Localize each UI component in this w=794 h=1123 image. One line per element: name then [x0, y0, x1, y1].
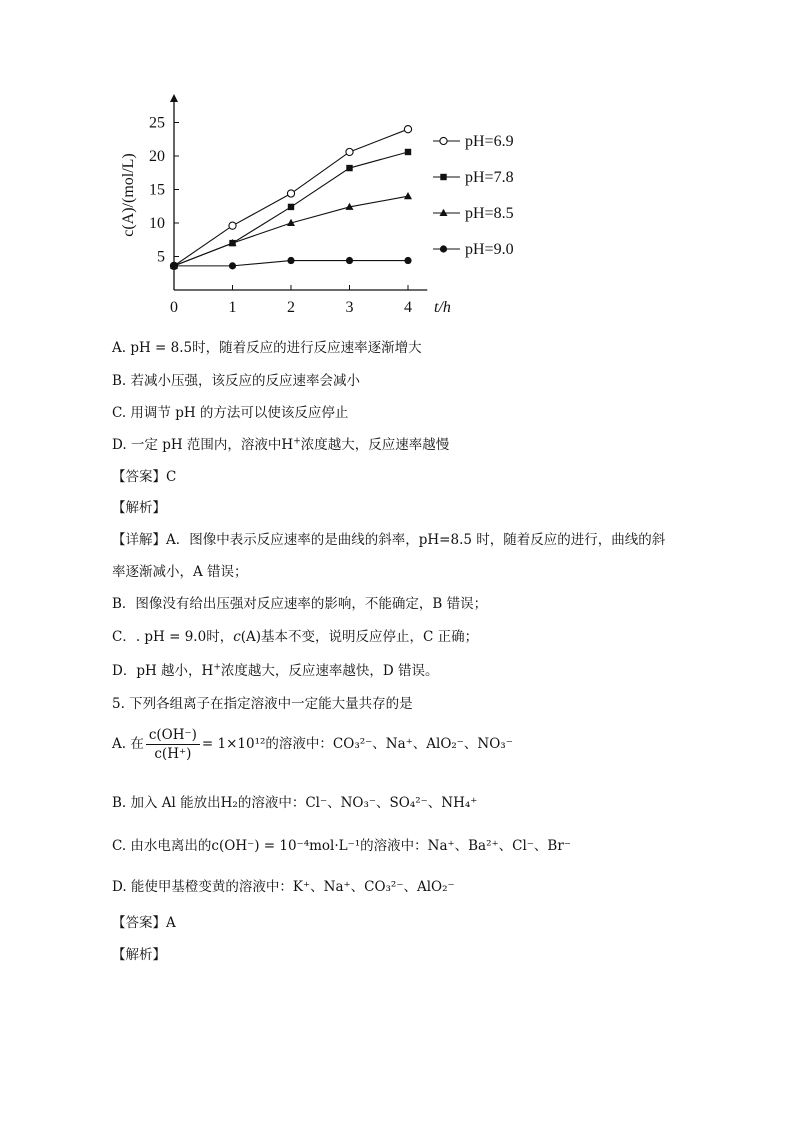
detail-c-post: (A)基本不变，说明反应停止，C 正确；	[240, 629, 479, 645]
q5a-pre: A. 在	[112, 736, 144, 752]
legend-label-3: pH=9.0	[465, 241, 514, 258]
concentration-time-chart	[110, 92, 514, 332]
option-b: B. 若减小压强，该反应的反应速率会减小	[112, 373, 361, 389]
detail-c	[112, 627, 478, 647]
q5a-numerator: c(OH⁻)	[146, 726, 200, 745]
chart-legend	[433, 133, 514, 258]
detail-d-pre: D．pH 越小，H	[112, 663, 214, 679]
detail-c-pre: C．. pH = 9.0时，	[112, 629, 234, 645]
x-tick-label: 4	[404, 299, 412, 316]
data-point-s3-2	[287, 257, 294, 264]
legend-marker-1	[440, 174, 446, 180]
q5-option-c: C. 由水电离出的c(OH⁻) = 10⁻⁴mol·L⁻¹的溶液中：Na⁺、Ba²⁺、Cl⁻、Br⁻	[112, 838, 571, 854]
data-point-s3-3	[346, 257, 353, 264]
x-tick-label: 1	[228, 299, 237, 316]
q5a-fraction	[146, 726, 200, 763]
detail-c-var: c	[233, 629, 241, 645]
analysis-label-2: 【解析】	[112, 947, 166, 963]
option-c: C. 用调节 pH 的方法可以使该反应停止	[112, 405, 349, 421]
q5-option-a	[112, 726, 513, 763]
data-point-s3-0	[170, 262, 177, 269]
option-d-pre: D. 一定 pH 范围内，溶液中H	[112, 437, 294, 453]
detail-d-post: 浓度越大，反应速率越快，D 错误。	[220, 663, 439, 679]
question-5: 5. 下列各组离子在指定溶液中一定能大量共存的是	[112, 696, 413, 712]
data-point-s3-1	[229, 262, 236, 269]
legend-marker-3	[440, 245, 447, 252]
q5-option-b: B. 加入 Al 能放出H₂的溶液中：Cl⁻、NO₃⁻、SO₄²⁻、NH₄⁺	[112, 795, 478, 811]
answer-label: 【答案】C	[112, 469, 177, 485]
analysis-label: 【解析】	[112, 500, 166, 516]
option-d-post: 浓度越大，反应速率越慢	[300, 437, 450, 453]
legend-marker-0	[440, 137, 447, 144]
option-d-sup: +	[293, 436, 301, 447]
y-tick-label: 10	[149, 215, 165, 232]
y-tick-label: 20	[149, 148, 165, 165]
x-tick-label: 3	[345, 299, 354, 316]
option-d	[112, 435, 449, 455]
data-point-s0-2	[287, 190, 294, 197]
data-point-s3-4	[404, 257, 411, 264]
detail-d	[112, 661, 438, 681]
x-tick-label: 2	[287, 299, 295, 316]
legend-label-2: pH=8.5	[465, 205, 514, 222]
data-point-s0-1	[229, 222, 236, 229]
option-a: A. pH = 8.5时，随着反应的进行反应速率逐渐增大	[112, 340, 422, 356]
data-point-s1-4	[405, 149, 411, 155]
y-tick-label: 25	[149, 114, 165, 132]
q5a-post: 的溶液中：CO₃²⁻、Na⁺、AlO₂⁻、NO₃⁻	[265, 736, 513, 752]
data-point-s0-4	[404, 126, 411, 133]
y-axis-label: c(A)/(mol/L)	[120, 153, 137, 237]
y-tick-label: 5	[157, 248, 165, 266]
data-point-s0-3	[346, 148, 353, 155]
detail-a-line1: 【详解】A．图像中表示反应速率的是曲线的斜率，pH=8.5 时，随着反应的进行，曲线的斜	[112, 532, 666, 548]
x-axis-label: t/h	[434, 299, 451, 316]
data-point-s1-3	[346, 165, 352, 171]
x-tick-label: 0	[170, 299, 178, 316]
answer-label-2: 【答案】A	[112, 915, 176, 931]
detail-d-sup: +	[213, 662, 221, 673]
y-tick-label: 15	[149, 181, 165, 199]
legend-marker-2	[440, 209, 448, 216]
legend-label-1: pH=7.8	[465, 169, 514, 186]
q5a-denominator: c(H⁺)	[154, 746, 192, 762]
q5-option-d: D. 能使甲基橙变黄的溶液中：K⁺、Na⁺、CO₃²⁻、AlO₂⁻	[112, 879, 455, 895]
detail-a-line2: 率逐渐减小，A 错误；	[112, 564, 248, 580]
data-point-s2-4	[404, 192, 412, 199]
data-point-s1-2	[288, 204, 294, 210]
detail-b: B．图像没有给出压强对反应速率的影响，不能确定，B 错误；	[112, 596, 488, 612]
legend-label-0: pH=6.9	[465, 133, 514, 150]
q5a-eq: = 1×10¹²	[201, 736, 266, 752]
chart-axes	[174, 102, 427, 290]
chart-series	[170, 126, 412, 270]
